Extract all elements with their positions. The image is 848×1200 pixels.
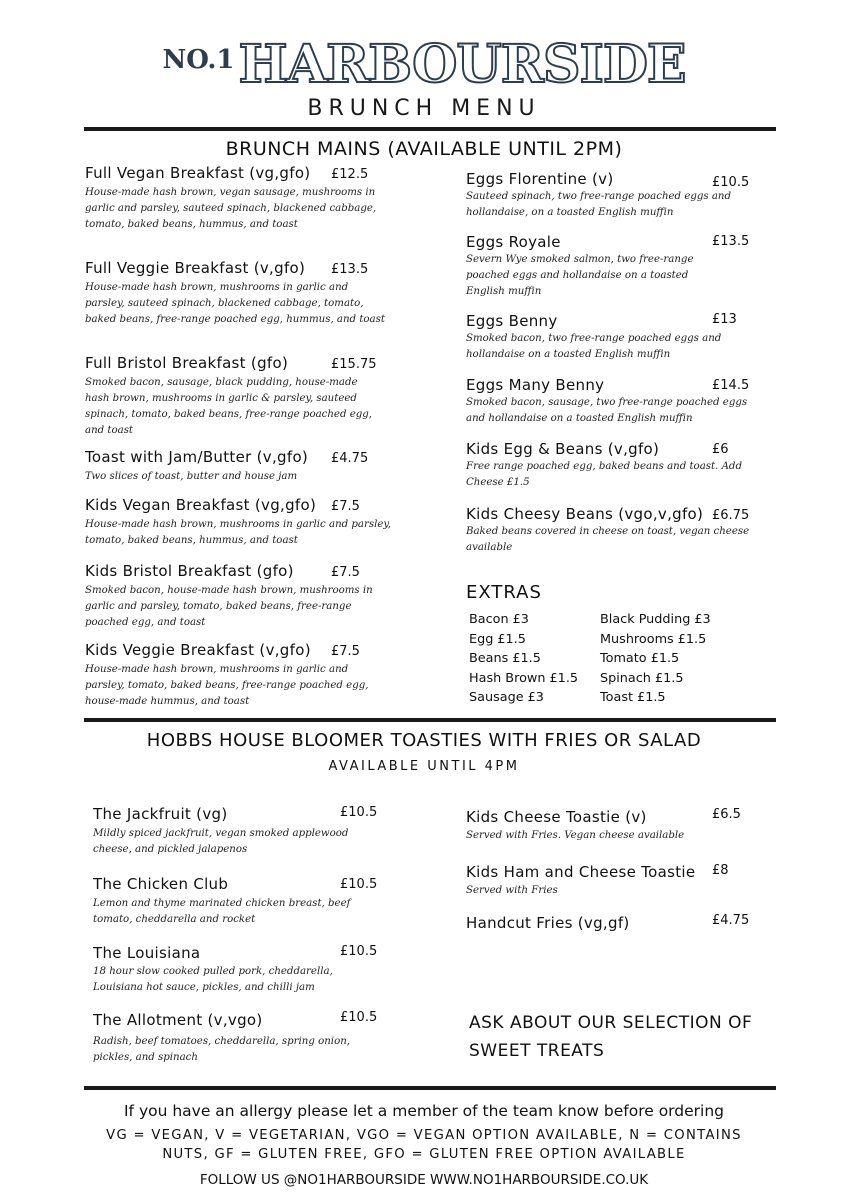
menu-item <box>466 808 756 844</box>
item-description: House-made hash brown, mushrooms in garlic and parsley, tomato, baked beans, free-range poached egg, house-made hummus, and toast <box>85 664 369 707</box>
item-description: Smoked bacon, two free-range poached eggs and hollandaise on a toasted English muffin <box>466 333 722 360</box>
menu-item <box>466 863 756 899</box>
item-price: £6.5 <box>712 807 741 822</box>
item-price: £4.75 <box>331 451 369 466</box>
item-description: Smoked bacon, sausage, two free-range poached eggs and hollandaise on a toasted English muffin <box>466 397 748 424</box>
logo-name: HARBOURSIDE <box>238 34 686 95</box>
item-description: Lemon and thyme marinated chicken breast, beef tomato, cheddarella and rocket <box>93 898 351 925</box>
item-price: £10.5 <box>340 805 378 820</box>
divider <box>84 1086 776 1090</box>
extras-title: EXTRAS <box>466 582 542 603</box>
item-name: Kids Cheese Toastie (v) <box>466 808 647 826</box>
extra-item: Bacon £3 <box>469 612 529 627</box>
item-description: Free range poached egg, baked beans and toast. Add Cheese £1.5 <box>466 461 742 488</box>
brunch-mains-title: BRUNCH MAINS (AVAILABLE UNTIL 2PM) <box>225 138 623 160</box>
item-name: Kids Bristol Breakfast (gfo) <box>85 562 294 580</box>
item-description: Sauteed spinach, two free-range poached eggs and hollandaise, on a toasted English muffin <box>466 191 732 218</box>
item-description: Two slices of toast, butter and house jam <box>85 471 298 482</box>
item-description: Served with Fries. Vegan cheese available <box>466 830 685 841</box>
menu-subtitle: BRUNCH MENU <box>307 96 541 121</box>
item-name: The Jackfruit (vg) <box>93 805 228 823</box>
item-price: £13.5 <box>331 262 369 277</box>
menu-item <box>85 448 385 485</box>
divider <box>84 127 776 131</box>
menu-item <box>466 376 756 427</box>
item-name: Full Veggie Breakfast (v,gfo) <box>85 259 306 277</box>
item-description: Radish, beef tomatoes, cheddarella, spring onion, pickles, and spinach <box>93 1036 350 1063</box>
extra-item: Tomato £1.5 <box>600 651 680 666</box>
item-name: The Chicken Club <box>93 875 229 893</box>
menu-item <box>85 259 385 328</box>
menu-item <box>93 805 378 858</box>
divider <box>84 718 776 722</box>
logo-number: NO.1 <box>162 45 235 75</box>
item-description: 18 hour slow cooked pulled pork, cheddarella, Louisiana hot sauce, pickles, and chilli jam <box>93 966 333 993</box>
menu-item <box>85 562 380 631</box>
item-price: £10.5 <box>340 1010 378 1025</box>
dietary-legend-line-1: VG = VEGAN, V = VEGETARIAN, VGO = VEGAN OPTION AVAILABLE, N = CONTAINS <box>106 1128 742 1143</box>
item-name: Handcut Fries (vg,gf) <box>466 914 630 932</box>
item-price: £7.5 <box>331 644 360 659</box>
menu-item <box>466 914 756 932</box>
menu-item <box>466 505 756 556</box>
allergy-notice: If you have an allergy please let a member of the team know before ordering <box>123 1102 725 1120</box>
item-name: Eggs Benny <box>466 312 558 330</box>
item-name: Kids Vegan Breakfast (vg,gfo) <box>85 496 317 514</box>
item-price: £6 <box>712 442 729 457</box>
menu-item <box>85 164 390 233</box>
extra-item: Black Pudding £3 <box>600 612 711 627</box>
item-price: £15.75 <box>331 357 377 372</box>
menu-item <box>466 233 750 300</box>
item-price: £10.5 <box>340 944 378 959</box>
item-name: Toast with Jam/Butter (v,gfo) <box>85 448 309 466</box>
menu-item <box>85 641 375 710</box>
item-name: The Louisiana <box>93 944 201 962</box>
item-name: Full Vegan Breakfast (vg,gfo) <box>85 164 311 182</box>
toasties-subtitle: AVAILABLE UNTIL 4PM <box>328 759 520 774</box>
extras-column-2 <box>600 612 711 710</box>
extra-item: Toast £1.5 <box>600 690 666 705</box>
item-name: Eggs Florentine (v) <box>466 170 614 188</box>
menu-item <box>93 1010 378 1066</box>
item-price: £7.5 <box>331 499 360 514</box>
item-description: Baked beans covered in cheese on toast, vegan cheese available <box>466 526 750 553</box>
sweet-treats-note: ASK ABOUT OUR SELECTION OF SWEET TREATS <box>469 1013 753 1061</box>
item-price: £13 <box>712 312 737 327</box>
item-description: House-made hash brown, mushrooms in garlic and parsley, tomato, baked beans, hummus, and toast <box>85 519 392 546</box>
toasties-title: HOBBS HOUSE BLOOMER TOASTIES WITH FRIES OR SALAD <box>146 730 702 751</box>
menu-item <box>93 944 378 996</box>
item-description: Smoked bacon, house-made hash brown, mushrooms in garlic and parsley, tomato, baked beans, free-range poached egg, and toast <box>85 585 373 628</box>
dietary-legend-line-2: NUTS, GF = GLUTEN FREE, GFO = GLUTEN FREE OPTION AVAILABLE <box>162 1147 686 1162</box>
item-price: £4.75 <box>712 913 750 928</box>
extra-item: Hash Brown £1.5 <box>469 670 579 686</box>
menu-item <box>466 440 756 491</box>
extras-column-1 <box>469 612 578 710</box>
item-price: £10.5 <box>340 877 378 892</box>
item-description: House-made hash brown, vegan sausage, mushrooms in garlic and parsley, sauteed spinach, blackened cabbage, tomato, baked beans, hummus, and toast <box>85 187 377 230</box>
item-name: Eggs Royale <box>466 233 561 251</box>
item-description: House-made hash brown, mushrooms in garlic and parsley, sauteed spinach, blackened cabbage, tomato, baked beans, free-range poached egg, hummus, and toast <box>85 282 385 325</box>
menu-item <box>85 496 407 549</box>
extra-item: Mushrooms £1.5 <box>600 631 707 647</box>
item-description: Mildly spiced jackfruit, vegan smoked applewood cheese, and pickled jalapenos <box>93 828 349 855</box>
item-name: Eggs Many Benny <box>466 376 605 394</box>
item-description: Smoked bacon, sausage, black pudding, house-made hash brown, mushrooms in garlic & parsley, sauteed spinach, tomato, baked beans, free-range poached egg, and toast <box>85 377 373 436</box>
item-price: £7.5 <box>331 565 360 580</box>
item-name: Kids Cheesy Beans (vgo,v,gfo) <box>466 505 704 523</box>
item-price: £13.5 <box>712 234 750 249</box>
menu-item <box>85 354 385 439</box>
extra-item: Beans £1.5 <box>469 651 541 666</box>
item-price: £8 <box>712 863 729 878</box>
item-description: Served with Fries <box>466 885 558 896</box>
extra-item: Egg £1.5 <box>469 631 526 647</box>
social-links: FOLLOW US @NO1HARBOURSIDE WWW.NO1HARBOURSIDE.CO.UK <box>199 1172 649 1188</box>
item-name: The Allotment (v,vgo) <box>93 1011 263 1029</box>
item-name: Kids Ham and Cheese Toastie <box>466 863 696 881</box>
menu-item <box>93 875 378 928</box>
logo <box>0 34 848 95</box>
item-name: Full Bristol Breakfast (gfo) <box>85 354 289 372</box>
item-price: £10.5 <box>712 175 750 190</box>
menu-item <box>466 170 756 221</box>
item-name: Kids Egg & Beans (v,gfo) <box>466 440 660 458</box>
extra-item: Sausage £3 <box>469 690 544 705</box>
item-description: Severn Wye smoked salmon, two free-range poached eggs and hollandaise on a toasted English muffin <box>466 254 694 297</box>
extra-item: Spinach £1.5 <box>600 670 684 686</box>
item-name: Kids Veggie Breakfast (v,gfo) <box>85 641 311 659</box>
menu-item <box>466 312 756 363</box>
item-price: £12.5 <box>331 167 369 182</box>
item-price: £6.75 <box>712 508 750 523</box>
item-price: £14.5 <box>712 378 750 393</box>
